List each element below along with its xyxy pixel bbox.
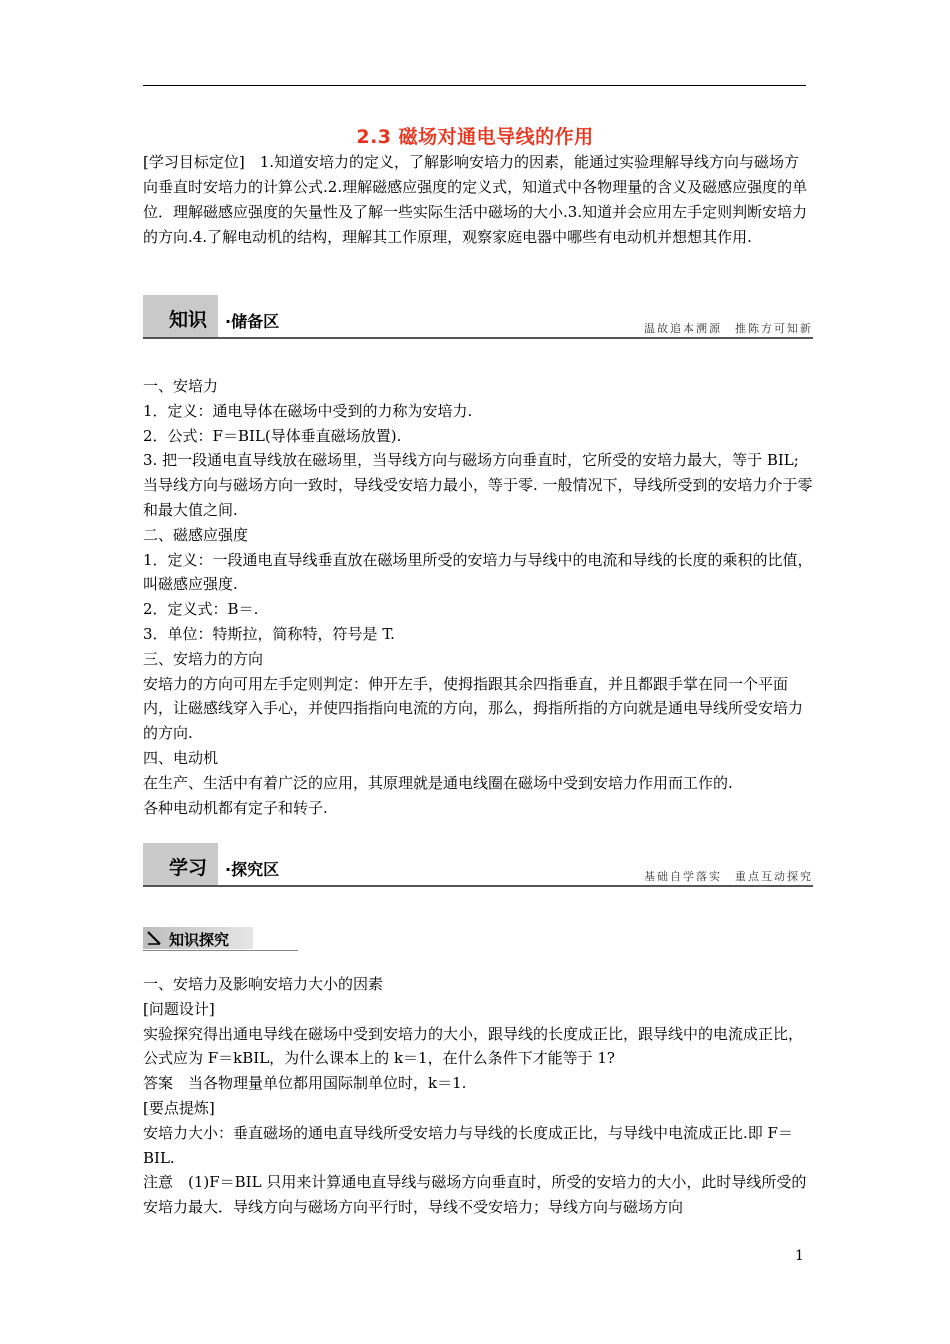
heading-ampere-force: 一、安培力 (143, 377, 219, 395)
section-title: 学习 (169, 857, 208, 879)
paragraph: 实验探究得出通电导线在磁场中受到安培力的大小，跟导线的长度成正比，跟导线中的电流成正比，公式应为 F＝kBIL，为什么课本上的 k＝1，在什么条件下才能等于 1? (143, 1024, 804, 1068)
paragraph: 安培力大小：垂直磁场的通电直导线所受安培力与导线的长度成正比，与导线中电流成正比.即 F＝BIL. (143, 1123, 793, 1167)
paragraph: 安培力的方向可用左手定则判定：伸开左手，使拇指跟其余四指垂直，并且都跟手掌在同一个平面内，让磁感线穿入手心，并使四指指向电流的方向，那么，拇指所指的方向就是通电导线所受安培力的方向. (143, 674, 804, 743)
paragraph: 在生产、生活中有着广泛的应用，其原理就是通电线圈在磁场中受到安培力作用而工作的. (143, 773, 733, 792)
paragraph: 1．定义：一段通电直导线垂直放在磁场里所受的安培力与导线中的电流和导线的长度的乘积的比值，叫磁感应强度. (143, 550, 813, 594)
knowledge-body (143, 374, 813, 820)
section-note: 温故追本溯源 推陈方可知新 (644, 322, 813, 335)
section-note: 基础自学落实 重点互动探究 (644, 870, 813, 883)
heading-motor: 四、电动机 (143, 748, 219, 767)
note: 注意 (1)F＝BIL 只用来计算通电直导线与磁场方向垂直时，所受的安培力的大小，此时导线所受的安培力最大．导线方向与磁场方向平行时，导线不受安培力；导线方向与磁场方向 (143, 1173, 807, 1217)
paragraph: 2．定义式：B＝. (143, 600, 259, 619)
study-body (143, 972, 813, 1220)
learning-objective: [学习目标定位] 1.知道安培力的定义，了解影响安培力的因素，能通过实验理解导线方向与磁场方向垂直时安培力的计算公式.2.理解磁感应强度的定义式，知道式中各物理量的含义及磁感应强度的单位．理解磁感应强度的矢量性及了解一些实际生活中磁场的大小.3.知道并会应用左手定则判断安培力的方向.4.了解电动机的结构，理解其工作原理，观察家庭电器中哪些有电动机并想想其作用. (143, 153, 808, 246)
bracket-label: [问题设计] (143, 999, 215, 1018)
page-number: 1 (795, 1248, 804, 1264)
paragraph: 3. 把一段通电直导线放在磁场里，当导线方向与磁场方向垂直时，它所受的安培力最大，等于 BIL; 当导线方向与磁场方向一致时，导线受安培力最小，等于零. 一般情况下，导线所受到的安培力介于零和最大值之间. (143, 451, 813, 519)
heading-force-direction: 三、安培力的方向 (143, 649, 264, 668)
subheader-rule (143, 950, 298, 951)
section-header-knowledge (143, 295, 813, 339)
paragraph: 2．公式：F＝BIL(导体垂直磁场放置). (143, 426, 402, 445)
page-title: 2.3 磁场对通电导线的作用 (356, 126, 594, 148)
bracket-label: [要点提炼] (143, 1098, 215, 1117)
paragraph: 各种电动机都有定子和转子. (143, 798, 328, 817)
paragraph: 3．单位：特斯拉，简称特，符号是 T. (143, 624, 395, 643)
diagonal-slash-icon (147, 931, 161, 945)
section-subtitle: ·储备区 (225, 312, 280, 331)
section-header-study (143, 843, 813, 887)
paragraph: 1．定义：通电导体在磁场中受到的力称为安培力. (143, 401, 473, 420)
subheader-label: 知识探究 (169, 931, 230, 949)
section-rule (143, 337, 813, 339)
subheader-knowledge-inquiry (143, 925, 298, 951)
section-rule (143, 885, 813, 887)
section-subtitle: ·探究区 (225, 860, 280, 879)
answer: 答案 当各物理量单位都用国际制单位时，k＝1. (143, 1074, 467, 1093)
section-title: 知识 (169, 309, 208, 331)
heading-factors: 一、安培力及影响安培力大小的因素 (143, 975, 384, 993)
top-rule (143, 85, 806, 86)
heading-magnetic-induction: 二、磁感应强度 (143, 525, 249, 544)
